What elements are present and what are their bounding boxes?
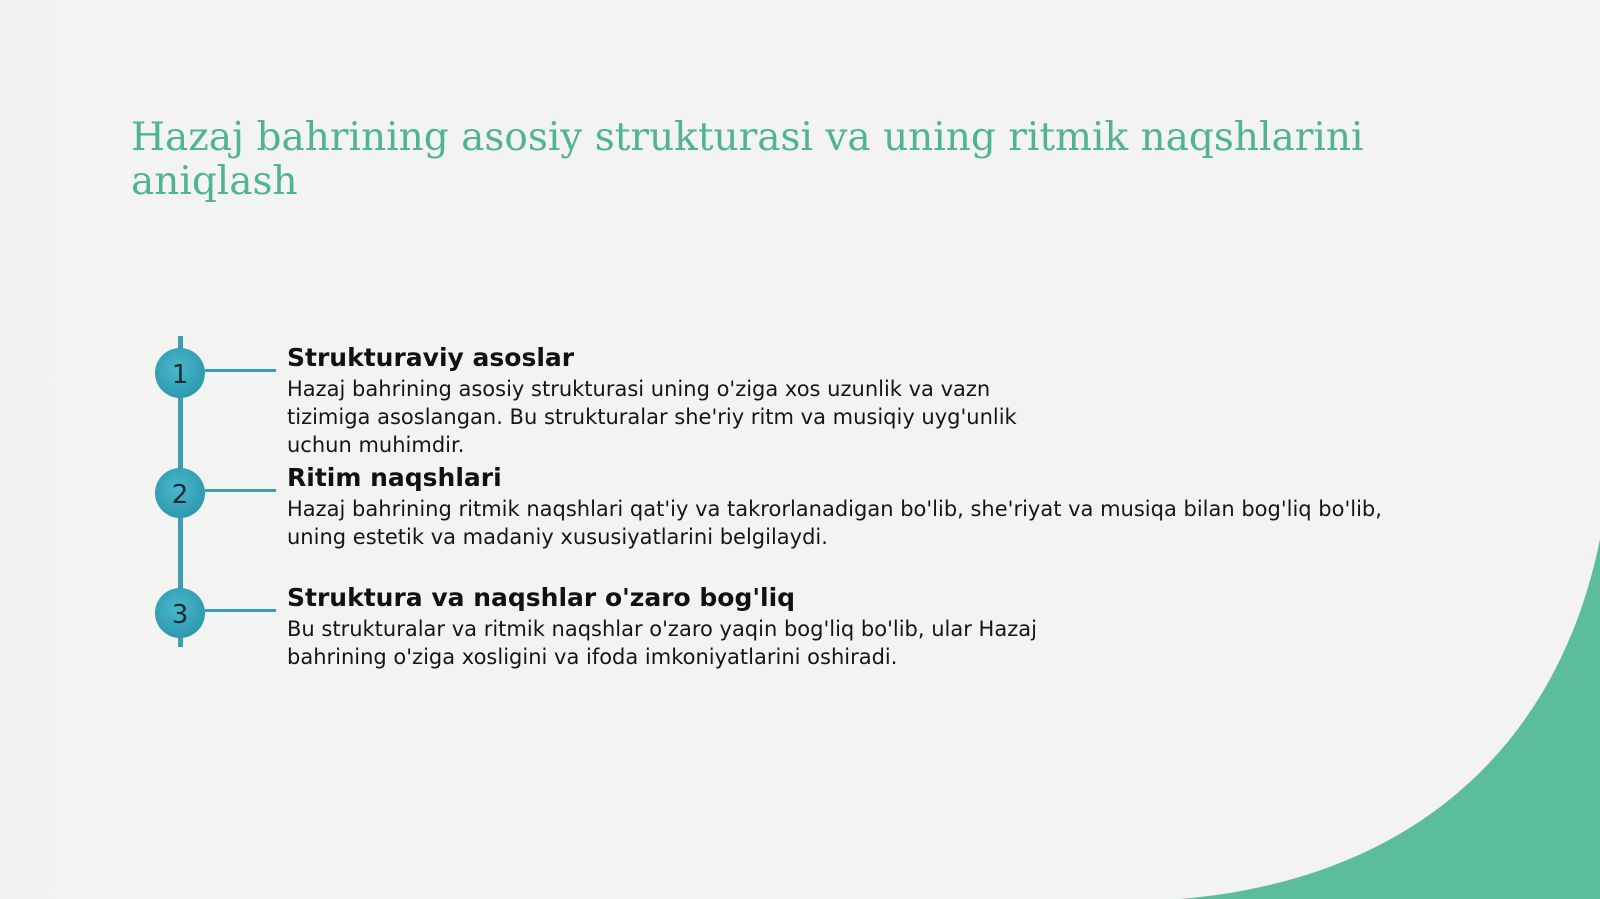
step-2-text: Hazaj bahrining ritmik naqshlari qat'iy va takrorlanadigan bo'lib, she'riyat va musiqa bilan bog'liq bo'lib, uning estetik va madaniy xususiyatlarini belgilaydi. — [287, 497, 1382, 549]
step-1 — [287, 343, 1047, 459]
step-3-title: Struktura va naqshlar o'zaro bog'liq — [287, 583, 796, 612]
step-1-connector — [205, 369, 276, 372]
step-2-connector — [205, 489, 276, 492]
step-1-marker: 1 — [155, 348, 205, 398]
step-3 — [287, 583, 1067, 671]
step-1-title: Strukturaviy asoslar — [287, 343, 575, 372]
left-background-band — [0, 0, 130, 899]
slide-title: Hazaj bahrining asosiy strukturasi va uning ritmik naqshlarini aniqlash — [131, 115, 1364, 204]
step-3-connector — [205, 609, 276, 612]
step-3-marker: 3 — [155, 588, 205, 638]
step-2-title: Ritim naqshlari — [287, 463, 502, 492]
step-2 — [287, 463, 1427, 551]
step-3-text: Bu strukturalar va ritmik naqshlar o'zaro yaqin bog'liq bo'lib, ular Hazaj bahrining o'ziga xosligini va ifoda imkoniyatlarini oshiradi. — [287, 617, 1037, 669]
step-1-text: Hazaj bahrining asosiy strukturasi uning o'ziga xos uzunlik va vazn tizimiga asoslangan. Bu strukturalar she'riy ritm va musiqiy uyg'unlik uchun muhimdir. — [287, 377, 1017, 457]
step-2-marker: 2 — [155, 468, 205, 518]
